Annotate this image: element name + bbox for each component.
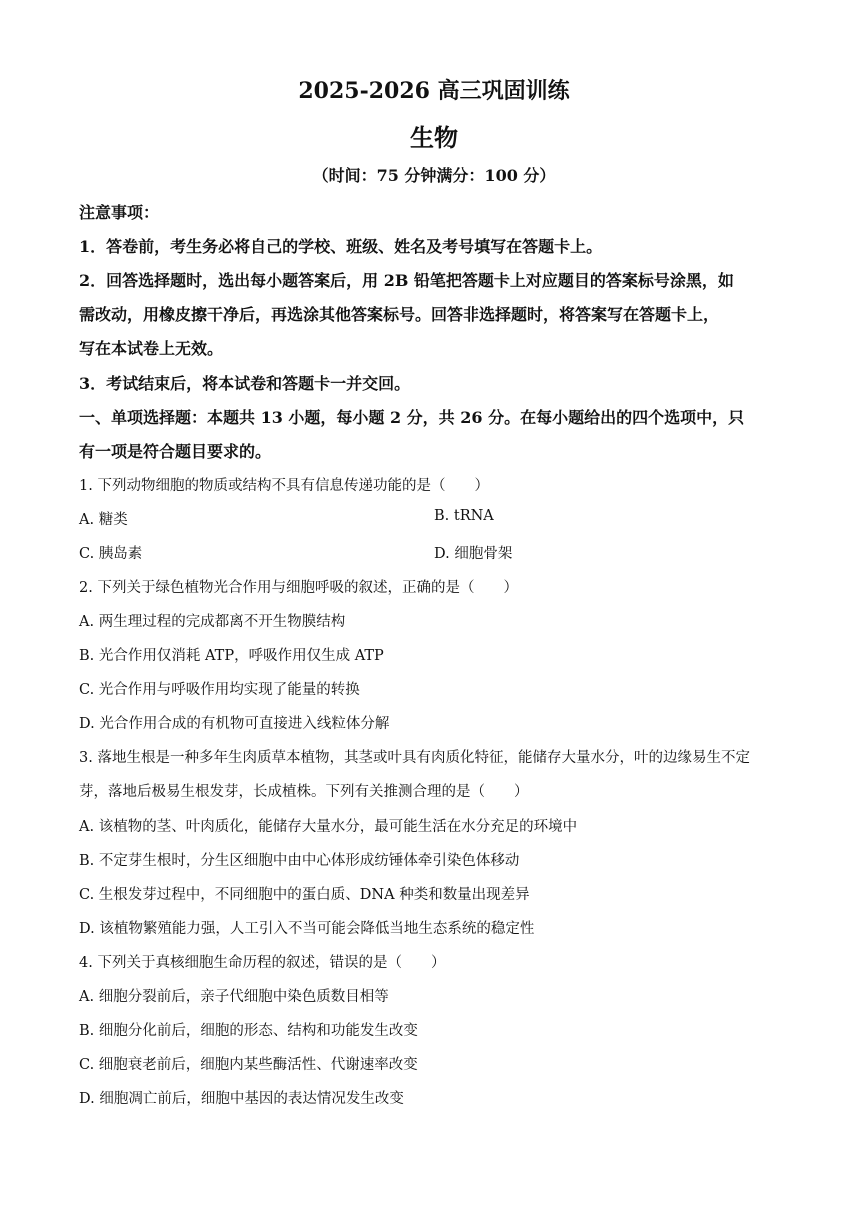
section-heading: 一、单项选择题：本题共 13 小题，每小题 2 分，共 26 分。在每小题给出的四个选项中，只 bbox=[79, 408, 745, 427]
notes-item: 2．回答选择题时，选出每小题答案后，用 2B 铅笔把答题卡上对应题目的答案标号涂黑，如 bbox=[79, 271, 734, 290]
question-2-stem: 2. 下列关于绿色植物光合作用与细胞呼吸的叙述，正确的是（ ） bbox=[79, 580, 518, 596]
notes-item: 需改动，用橡皮擦干净后，再选涂其他答案标号。回答非选择题时，将答案写在答题卡上， bbox=[79, 305, 720, 324]
subject-title: 生物 bbox=[410, 123, 458, 152]
question-2-option-d: D. 光合作用合成的有机物可直接进入线粒体分解 bbox=[79, 716, 390, 732]
exam-title: 2025-2026 高三巩固训练 bbox=[298, 78, 570, 104]
question-3-option-c: C. 生根发芽过程中，不同细胞中的蛋白质、DNA 种类和数量出现差异 bbox=[79, 887, 530, 903]
question-4-option-b: B. 细胞分化前后，细胞的形态、结构和功能发生改变 bbox=[79, 1023, 418, 1039]
notes-heading: 注意事项： bbox=[79, 203, 160, 222]
question-4-option-a: A. 细胞分裂前后，亲子代细胞中染色质数目相等 bbox=[79, 989, 389, 1005]
question-1-option-b: B. tRNA bbox=[434, 508, 494, 524]
question-3-option-a: A. 该植物的茎、叶肉质化，能储存大量水分，最可能生活在水分充足的环境中 bbox=[79, 819, 578, 835]
question-2-option-c: C. 光合作用与呼吸作用均实现了能量的转换 bbox=[79, 682, 360, 698]
question-3-stem: 芽，落地后极易生根发芽，长成植株。下列有关推测合理的是（ ） bbox=[79, 784, 529, 800]
question-1-stem: 1. 下列动物细胞的物质或结构不具有信息传递功能的是（ ） bbox=[79, 478, 489, 494]
time-info: （时间：75 分钟满分：100 分） bbox=[312, 166, 556, 185]
question-1-option-d: D. 细胞骨架 bbox=[434, 546, 513, 562]
question-1-option-a: A. 糖类 bbox=[79, 512, 128, 528]
question-4-option-d: D. 细胞凋亡前后，细胞中基因的表达情况发生改变 bbox=[79, 1091, 404, 1107]
question-3-stem: 3. 落地生根是一种多年生肉质草本植物，其茎或叶具有肉质化特征，能储存大量水分，叶的边缘易生不定 bbox=[79, 750, 750, 766]
question-1-option-c: C. 胰岛素 bbox=[79, 546, 143, 562]
section-heading: 有一项是符合题目要求的。 bbox=[79, 442, 272, 461]
question-3-option-d: D. 该植物繁殖能力强，人工引入不当可能会降低当地生态系统的稳定性 bbox=[79, 921, 535, 937]
question-2-option-a: A. 两生理过程的完成都离不开生物膜结构 bbox=[79, 614, 346, 630]
question-4-option-c: C. 细胞衰老前后，细胞内某些酶活性、代谢速率改变 bbox=[79, 1057, 418, 1073]
notes-item: 3．考试结束后，将本试卷和答题卡一并交回。 bbox=[79, 374, 411, 393]
notes-item: 1．答卷前，考生务必将自己的学校、班级、姓名及考号填写在答题卡上。 bbox=[79, 237, 603, 256]
notes-item: 写在本试卷上无效。 bbox=[79, 339, 224, 358]
question-4-stem: 4. 下列关于真核细胞生命历程的叙述，错误的是（ ） bbox=[79, 955, 446, 971]
question-2-option-b: B. 光合作用仅消耗 ATP，呼吸作用仅生成 ATP bbox=[79, 648, 384, 664]
question-3-option-b: B. 不定芽生根时，分生区细胞中由中心体形成纺锤体牵引染色体移动 bbox=[79, 853, 520, 869]
